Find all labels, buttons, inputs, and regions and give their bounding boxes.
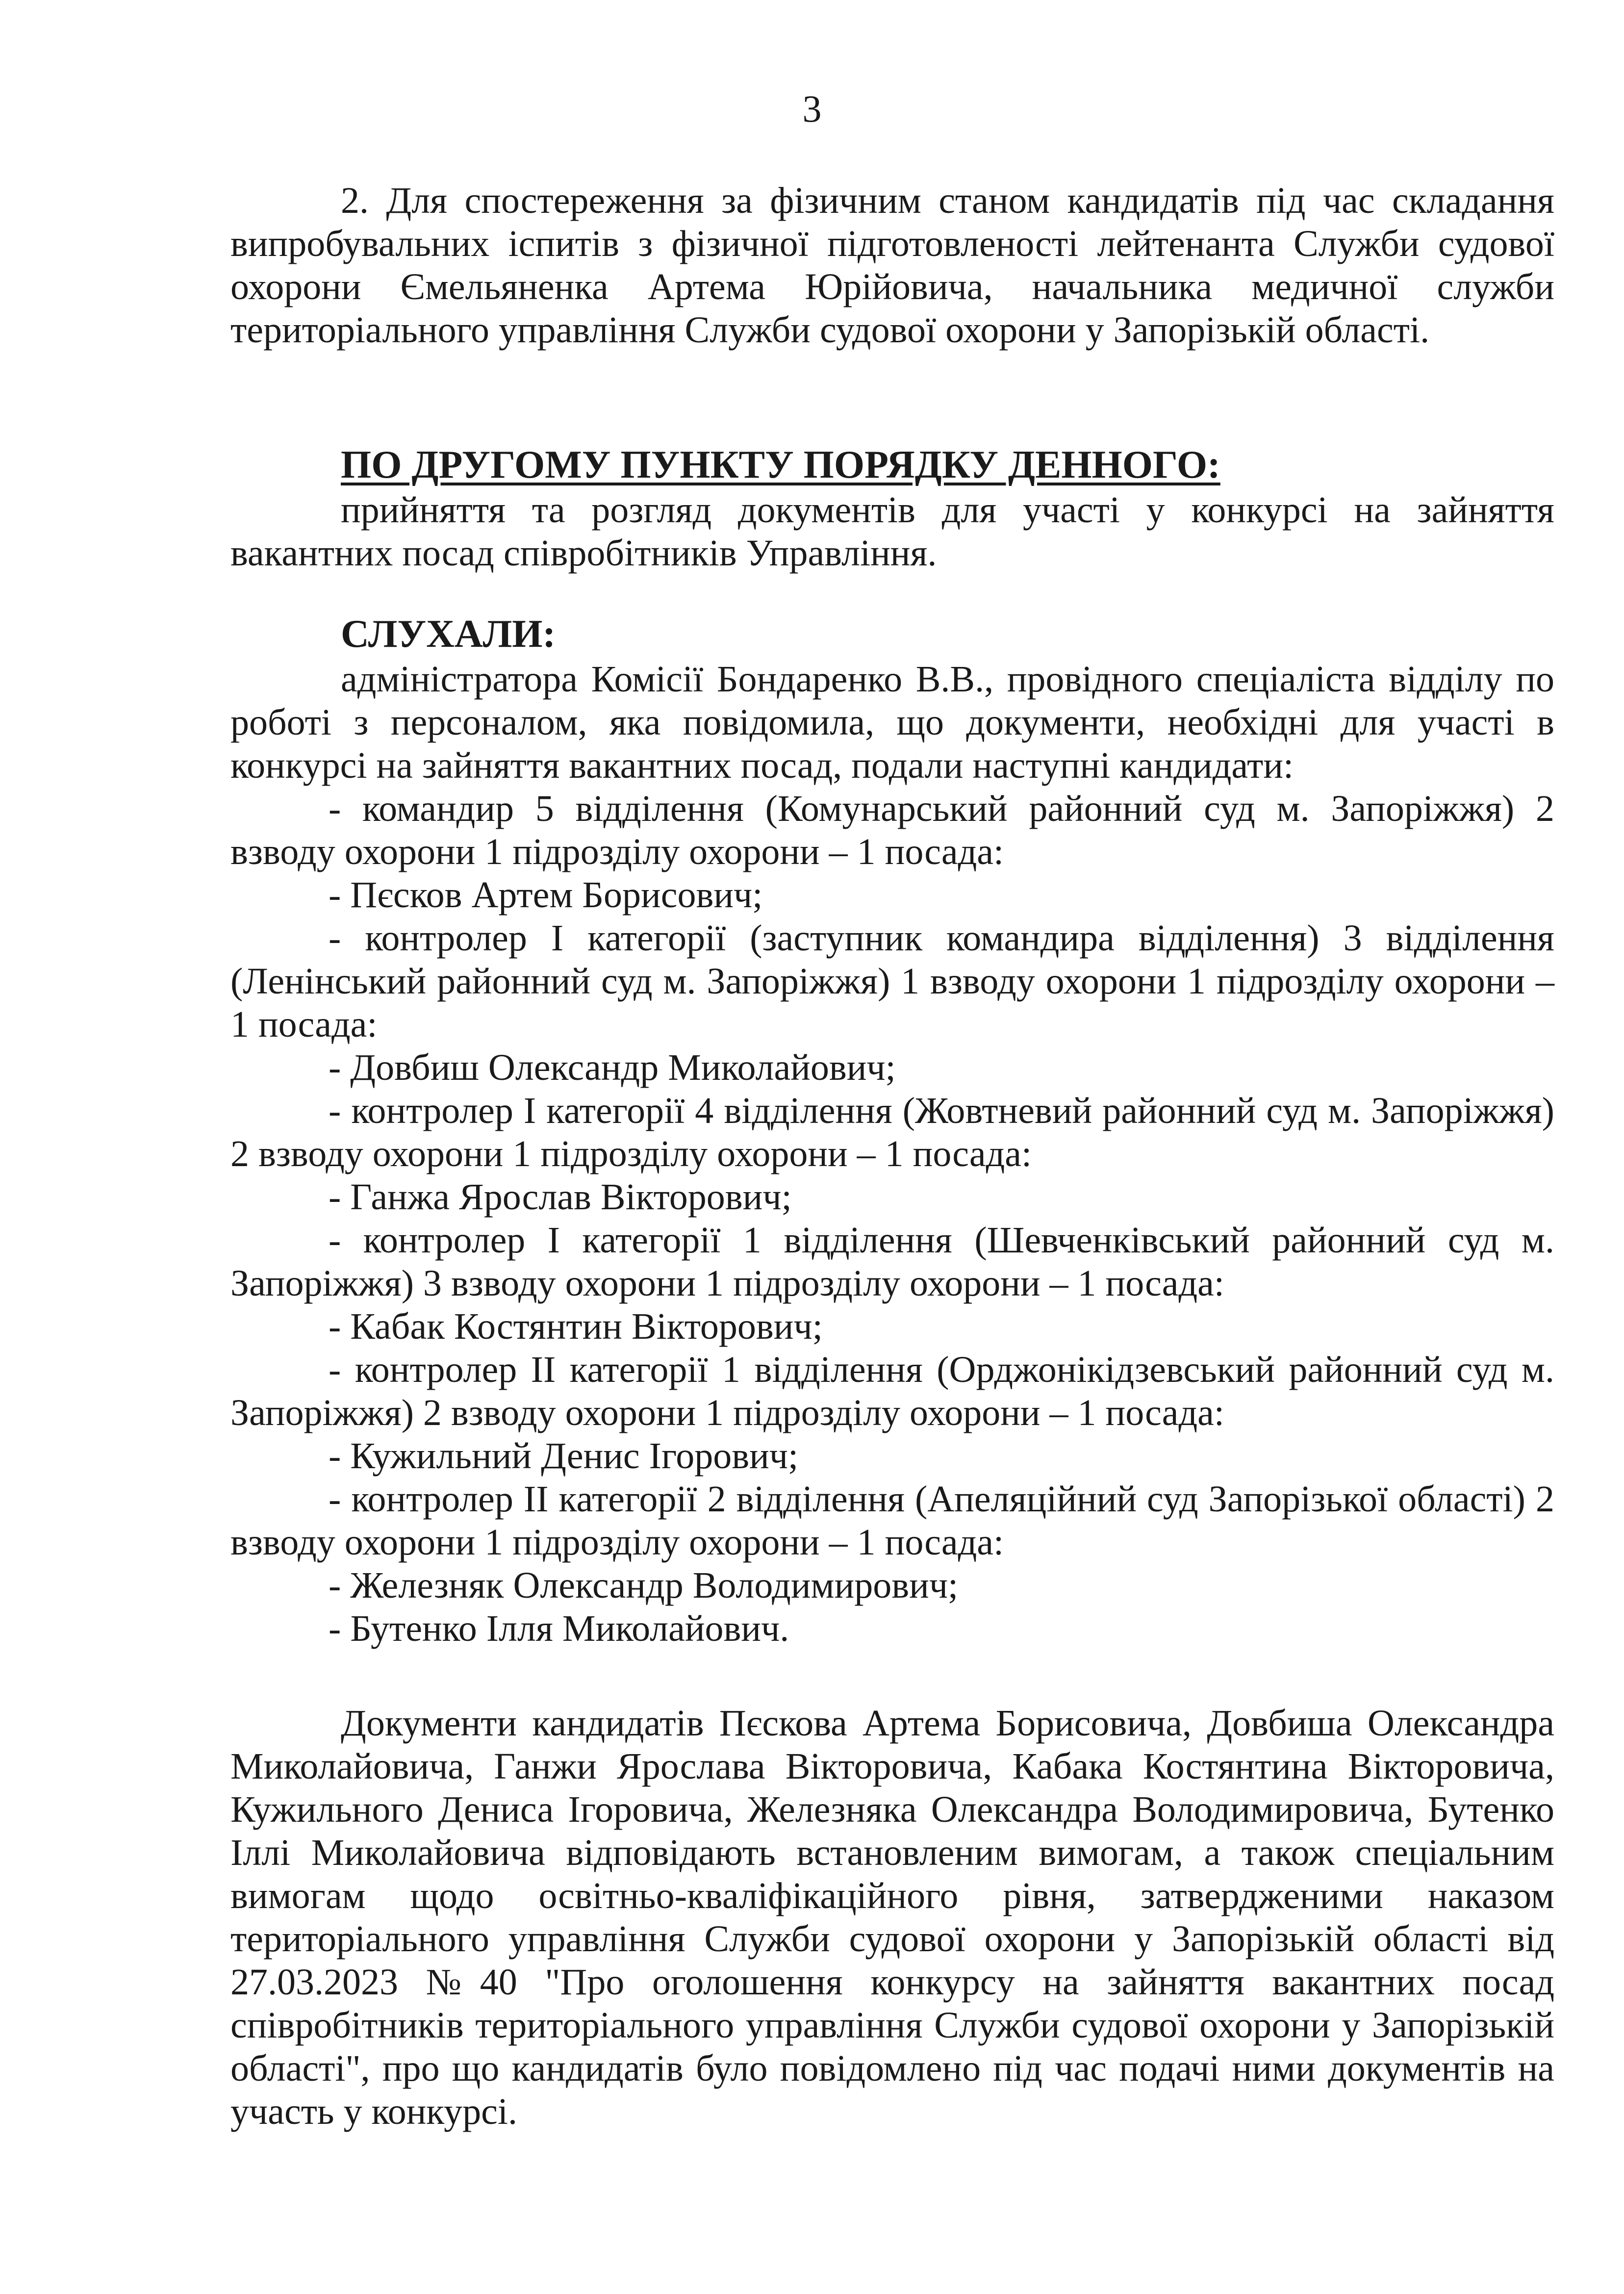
list-item: - командир 5 відділення (Комунарський районний суд м. Запоріжжя) 2 взводу охорони 1 підрозділу охорони – 1 посада:: [230, 788, 1554, 872]
listened-section: [230, 611, 1554, 1650]
conclusion-section: [230, 1702, 1554, 2133]
page-number: 3: [802, 87, 822, 130]
list-item: - контролер І категорії 1 відділення (Шевченківський районний суд м. Запоріжжя) 3 взводу охорони 1 підрозділу охорони – 1 посада:: [230, 1220, 1554, 1304]
agenda-text: прийняття та розгляд документів для участі у конкурсі на зайняття вакантних посад співробітників Управління.: [230, 489, 1554, 574]
agenda-heading-text: ПО ДРУГОМУ ПУНКТУ ПОРЯДКУ ДЕННОГО:: [341, 443, 1220, 486]
list-item: - Бутенко Ілля Миколайович.: [329, 1608, 789, 1649]
paragraph-2: [230, 179, 1554, 352]
list-item: - Железняк Олександр Володимирович;: [329, 1565, 959, 1606]
list-item: - Кужильний Денис Ігорович;: [329, 1435, 799, 1477]
list-item: - Довбиш Олександр Миколайович;: [329, 1047, 896, 1088]
list-item: - контролер І категорії (заступник командира відділення) 3 відділення (Ленінський районний суд м. Запоріжжя) 1 взводу охорони 1 підрозділу охорони – 1 посада:: [230, 918, 1554, 1045]
agenda-heading: [230, 441, 1554, 488]
listened-intro: адміністратора Комісії Бондаренко В.В., провідного спеціаліста відділу по роботі з персоналом, яка повідомила, що документи, необхідні для участі в конкурсі на зайняття вакантних посад, подали наступні кандидати:: [230, 659, 1554, 786]
list-item: - контролер І категорії 4 відділення (Жовтневий районний суд м. Запоріжжя) 2 взводу охорони 1 підрозділу охорони – 1 посада:: [230, 1090, 1554, 1174]
list-item: - Пєсков Артем Борисович;: [329, 874, 763, 916]
agenda-section: [230, 441, 1554, 575]
list-item: - Ганжа Ярослав Вікторович;: [329, 1176, 792, 1218]
paragraph-2-text: 2. Для спостереження за фізичним станом кандидатів під час складання випробувальних іспитів з фізичної підготовленості лейтенанта Служби судової охорони Ємельяненка Артема Юрійовича, начальника медичної служби територіального управління Служби судової охорони у Запорізькій області.: [230, 180, 1554, 351]
listened-heading: СЛУХАЛИ:: [341, 612, 556, 656]
list-item: - контролер ІІ категорії 2 відділення (Апеляційний суд Запорізької області) 2 взводу охорони 1 підрозділу охорони – 1 посада:: [230, 1478, 1554, 1563]
list-item: - контролер ІІ категорії 1 відділення (Орджонікідзевський районний суд м. Запоріжжя) 2 взводу охорони 1 підрозділу охорони – 1 посада:: [230, 1349, 1554, 1433]
conclusion-text: Документи кандидатів Пєскова Артема Борисовича, Довбиша Олександра Миколайовича, Ганжи Ярослава Вікторовича, Кабака Костянтина Вікторовича, Кужильного Дениса Ігоровича, Железняка Олександра Володимировича, Бутенко Іллі Миколайовича відповідають встановленим вимогам, а також спеціальним вимогам щодо освітньо-кваліфікаційного рівня, затвердженими наказом територіального управління Служби судової охорони у Запорізькій області від 27.03.2023 №40 "Про оголошення конкурсу на зайняття вакантних посад співробітників територіального управління Служби судової охорони у Запорізькій області", про що кандидатів було повідомлено під час подачі ними документів на участь у конкурсі.: [230, 1703, 1554, 2132]
list-item: - Кабак Костянтин Вікторович;: [329, 1306, 823, 1347]
